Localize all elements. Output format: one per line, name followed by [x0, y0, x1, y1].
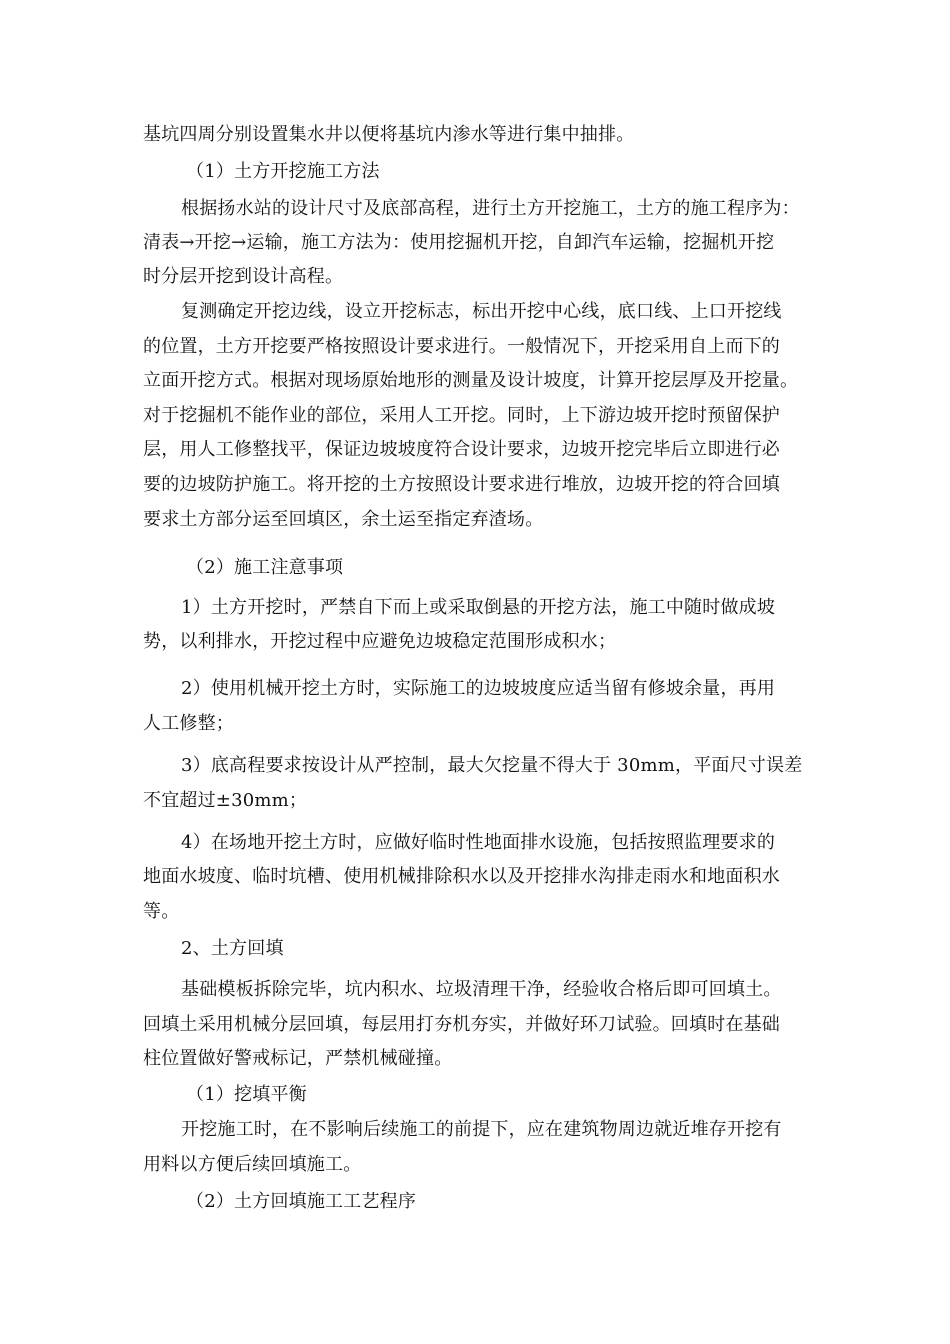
paragraph-line: 复测确定开挖边线，设立开挖标志，标出开挖中心线，底口线、上口开挖线 — [181, 301, 782, 322]
paragraph-line: 层，用人工修整找平，保证边坡坡度符合设计要求，边坡开挖完毕后立即进行必 — [143, 439, 780, 460]
paragraph-line: 基础模板拆除完毕，坑内积水、垃圾清理干净，经验收合格后即可回填土。 — [181, 979, 782, 1000]
paragraph-line: 根据扬水站的设计尺寸及底部高程，进行土方开挖施工，土方的施工程序为： — [181, 198, 800, 219]
section-heading: （2）施工注意事项 — [186, 557, 344, 578]
paragraph-line: 柱位置做好警戒标记，严禁机械碰撞。 — [143, 1048, 453, 1069]
list-item: 1）土方开挖时，严禁自下而上或采取倒悬的开挖方法，施工中随时做成坡 — [181, 597, 776, 618]
section-heading: （2）土方回填施工工艺程序 — [186, 1191, 417, 1212]
paragraph-line: 对于挖掘机不能作业的部位，采用人工开挖。同时，上下游边坡开挖时预留保护 — [143, 405, 780, 426]
paragraph-line: 等。 — [143, 901, 180, 922]
paragraph-line: 的位置，土方开挖要严格按照设计要求进行。一般情况下，开挖采用自上而下的 — [143, 336, 780, 357]
paragraph-line: 回填土采用机械分层回填，每层用打夯机夯实，并做好环刀试验。回填时在基础 — [143, 1014, 780, 1035]
section-heading: 2、土方回填 — [181, 938, 284, 959]
paragraph-line: 基坑四周分别设置集水井以便将基坑内渗水等进行集中抽排。 — [143, 124, 635, 145]
paragraph-line: 时分层开挖到设计高程。 — [143, 266, 344, 287]
paragraph-line: 开挖施工时，在不影响后续施工的前提下，应在建筑物周边就近堆存开挖有 — [181, 1119, 782, 1140]
section-heading: （1）土方开挖施工方法 — [186, 161, 380, 182]
list-item: 3）底高程要求按设计从严控制，最大欠挖量不得大于 30mm，平面尺寸误差 — [181, 755, 803, 776]
paragraph-line: 立面开挖方式。根据对现场原始地形的测量及设计坡度，计算开挖层厚及开挖量。 — [143, 370, 799, 391]
paragraph-line: 人工修整； — [143, 713, 234, 734]
section-heading: （1）挖填平衡 — [186, 1084, 307, 1105]
paragraph-line: 要求土方部分运至回填区，余土运至指定弃渣场。 — [143, 509, 544, 530]
paragraph-line: 不宜超过±30mm； — [143, 790, 308, 811]
paragraph-line: 势，以利排水，开挖过程中应避免边坡稳定范围形成积水； — [143, 631, 617, 652]
paragraph-line: 地面水坡度、临时坑槽、使用机械排除积水以及开挖排水沟排走雨水和地面积水 — [143, 866, 780, 887]
list-item: 4）在场地开挖土方时，应做好临时性地面排水设施，包括按照监理要求的 — [181, 832, 776, 853]
paragraph-line: 清表→开挖→运输，施工方法为：使用挖掘机开挖，自卸汽车运输，挖掘机开挖 — [143, 232, 775, 253]
list-item: 2）使用机械开挖土方时，实际施工的边坡坡度应适当留有修坡余量，再用 — [181, 678, 776, 699]
paragraph-line: 用料以方便后续回填施工。 — [143, 1154, 362, 1175]
paragraph-line: 要的边坡防护施工。将开挖的土方按照设计要求进行堆放，边坡开挖的符合回填 — [143, 474, 780, 495]
